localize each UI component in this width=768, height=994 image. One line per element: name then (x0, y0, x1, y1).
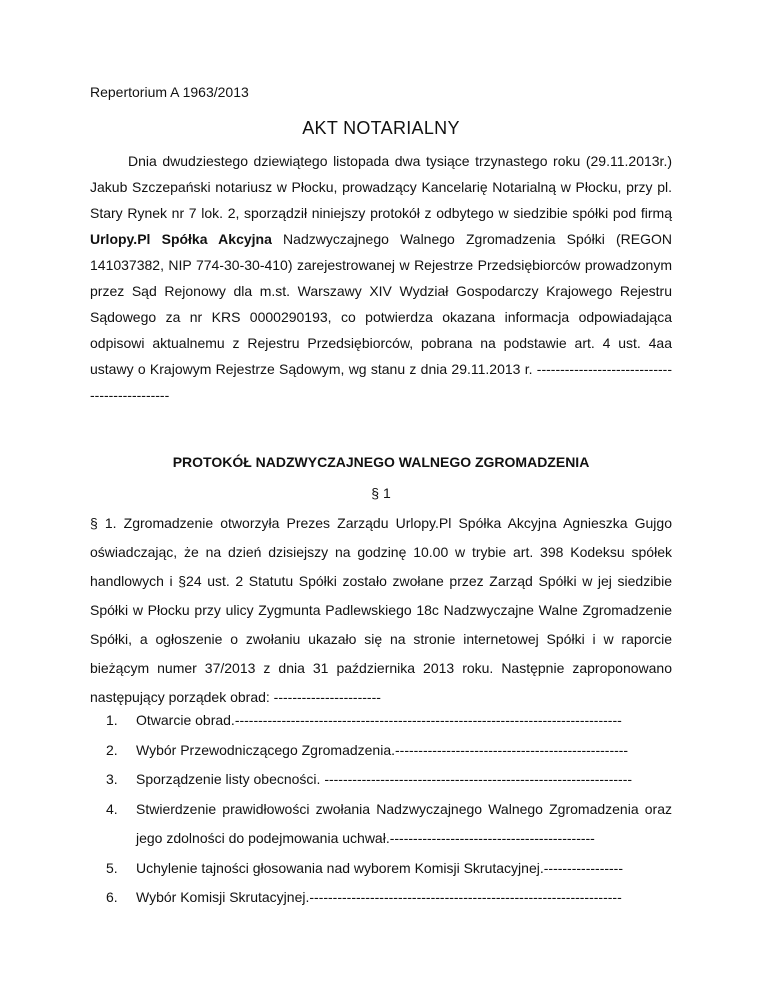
agenda-item-text: Otwarcie obrad.----------------------------------------------------------------------------------- (136, 712, 622, 728)
agenda-item (106, 854, 672, 884)
agenda-item-number: 1. (106, 712, 118, 728)
agenda-item-text: Stwierdzenie prawidłowości zwołania Nadzwyczajnego Walnego Zgromadzenia oraz jego zdolności do podejmowania uchwał.-------------------------------------------- (136, 800, 672, 846)
agenda-item-number: 2. (106, 741, 118, 758)
agenda-item-number: 6. (106, 889, 118, 905)
document-title: AKT NOTARIALNY (302, 118, 460, 138)
agenda-item-number: 3. (106, 771, 118, 787)
agenda-item-text: Uchylenie tajności głosowania nad wyborem Komisji Skrutacyjnej.----------------- (136, 859, 623, 876)
company-name: Urlopy.Pl Spółka Akcyjna (90, 231, 272, 247)
intro-paragraph (90, 148, 672, 408)
agenda-item (106, 706, 672, 736)
agenda-list (106, 706, 672, 913)
section1-paragraph: § 1. Zgromadzenie otworzyła Prezes Zarządu Urlopy.Pl Spółka Akcyjna Agnieszka Gujgo oświadczając, że na dzień dzisiejszy na godzinę 10.00 w trybie art. 398 Kodeksu spółek handlowych i §24 ust. 2 Statutu Spółki zostało zwołane przez Zarząd Spółki w jej siedzibie Spółki w Płocku przy ulicy Zygmunta Padlewskiego 18c Nadzwyczajne Walne Zgromadzenie Spółki, a ogłoszenie o zwołaniu ukazało się na stronie internetowej Spółki i w raporcie bieżącym numer 37/2013 z dnia 31 października 2013 roku. Następnie zaproponowano następujący porządek obrad: ----------------------- (90, 515, 672, 705)
agenda-item-number: 5. (106, 859, 118, 876)
agenda-item (106, 795, 672, 854)
intro-text-part1: Dnia dwudziestego dziewiątego listopada dwa tysiące trzynastego roku (29.11.2013r.) Jakub Szczepański notariusz w Płocku, prowadzący Kancelarię Notarialną w Płocku, przy pl. Stary Rynek nr 7 lok. 2, sporządził niniejszy protokół z odbytego w siedzibie spółki pod firmą (90, 153, 672, 221)
repertorium-number: Repertorium A 1963/2013 (90, 84, 249, 100)
protocol-heading: PROTOKÓŁ NADZWYCZAJNEGO WALNEGO ZGROMADZENIA (172, 454, 590, 470)
agenda-item-text: Wybór Przewodniczącego Zgromadzenia.-------------------------------------------------- (136, 741, 629, 758)
agenda-item (106, 736, 672, 766)
agenda-item-text: Sporządzenie listy obecności. ------------------------------------------------------------------ (136, 771, 633, 787)
agenda-item (106, 883, 672, 913)
section-mark: § 1 (371, 485, 391, 501)
intro-text-part2: Nadzwyczajnego Walnego Zgromadzenia Spółki (REGON 141037382, NIP 774-30-30-410) zarejestrowanej w Rejestrze Przedsiębiorców prowadzonym przez Sąd Rejonowy dla m.st. Warszawy XIV Wydział Gospodarczy Krajowego Rejestru Sądowego za nr KRS 0000290193, co potwierdza okazana informacja odpowiadająca odpisowi aktualnemu z Rejestru Przedsiębiorców, pobrana na podstawie art. 4 ust. 4aa ustawy o Krajowym Rejestrze Sądowym, wg stanu z dnia 29.11.2013 r. ---------------------------------------------- (90, 231, 672, 403)
agenda-item-number: 4. (106, 800, 118, 817)
agenda-item-text: Wybór Komisji Skrutacyjnej.------------------------------------------------------------------- (136, 889, 622, 905)
agenda-item (106, 765, 672, 795)
